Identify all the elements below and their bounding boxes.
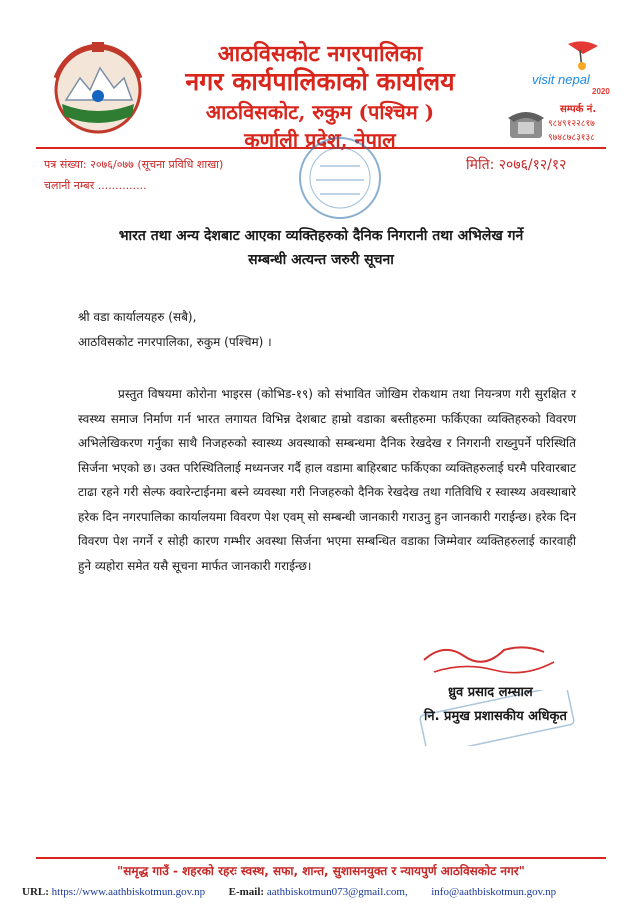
contact-phone-1: ९८४९१२२८१७ (548, 119, 595, 129)
notice-body: प्रस्तुत विषयमा कोरोना भाइरस (कोभिड-१९) को संभावित जोखिम रोकथाम तथा नियन्त्रण गरी सुरक्षित र स्वस्थ्य समाज निर्माण गर्न भारत लगायत विभिन्न देशबाट हाम्रो वडाका बस्तीहरुमा फर्किएका व्यक्तिहरुको विवरण अभिलेखिकरण गर्नुका साथै निजहरुको स्वास्थ्य अवस्थाको सम्बन्धमा दैनिक रेखदेख र निगरानी राख्नुपर्ने परिस्थिति सिर्जना भएको छ। उक्त परिस्थितिलाई मध्यनजर गर्दै हाल वडामा बाहिरबाट फर्किएका व्यक्तिहरुलाई घरमै परिवारबाट टाढा रहने गरी सेल्फ क्वारेन्टाईनमा बस्ने व्यवस्था गरी निजहरुको दैनिक रेखदेख तथा गतिविधि र स्वास्थ्य अवस्थाबारे हरेक दिन नगरपालिका कार्यालयमा विवरण पेश एवम् सो सम्बन्धी जानकारी गराउनु हुन जानकारी गराईन्छ। हरेक दिन विवरण पेश नगर्ने र सोही कारण गम्भीर अवस्था सिर्जना भएमा सम्बन्धित वडाका जिम्मेवार व्यक्तिहरुलाई कारवाही हुने व्यहोरा समेत यसै सूचना मार्फत जानकारी गराईन्छ। (78, 387, 576, 573)
subject-line-1: भारत तथा अन्य देशबाट आएका व्यक्तिहरुको दैनिक निगरानी तथा अभिलेख गर्ने (118, 228, 524, 244)
visit-nepal-2020-logo (528, 40, 628, 98)
reference-number: पत्र संख्या: २०७६/०७७ (सूचना प्रविधि शाखा) (44, 158, 224, 171)
office-name: नगर कार्यपालिकाको कार्यालय (185, 67, 455, 96)
visit-nepal-text: visit nepal (532, 72, 590, 87)
subject-line-2: सम्बन्धी अत्यन्त जरुरी सूचना (248, 252, 394, 268)
url-label: URL: (22, 886, 49, 898)
office-seal-stamp (294, 128, 386, 228)
visit-nepal-year: 2020 (592, 87, 610, 96)
email-link-2[interactable]: info@aathbiskotmun.gov.np (431, 886, 557, 898)
contact-phone-2: ९७४८७८३१३८ (548, 133, 595, 143)
office-address: आठविसकोट, रुकुम (पश्चिम ) (205, 100, 435, 124)
footer-divider (36, 857, 606, 859)
province-name: कर्णाली प्रदेश, नेपाल (244, 128, 396, 152)
addressee-line-2: आठविसकोट नगरपालिका, रुकुम (पश्चिम) । (78, 335, 272, 349)
email-label: E-mail: (228, 886, 265, 898)
footer-slogan: "समृद्ध गाउँ - शहरको रहरः स्वस्थ, सफा, शान्त, सुशासनयुक्त र न्यायपुर्ण आठविसकोट नगर" (117, 864, 525, 878)
signatory-title: नि. प्रमुख प्रशासकीय अधिकृत (424, 709, 567, 724)
dispatch-number: चलानी नम्बर .............. (44, 179, 147, 192)
letter-date: मिति: २०७६/१२/१२ (466, 157, 567, 173)
footer-contacts (22, 886, 622, 898)
municipality-name: आठविसकोट नगरपालिका (217, 41, 423, 67)
website-link[interactable]: https://www.aathbiskotmun.gov.np (51, 886, 206, 898)
contact-label: सम्पर्क नं. (560, 104, 597, 115)
addressee-line-1: श्री वडा कार्यालयहरु (सबै), (78, 310, 197, 324)
email-link-1[interactable]: aathbiskotmun073@gmail.com, (266, 886, 408, 898)
nepal-emblem-logo (48, 38, 148, 138)
signatory-name: ध्रुव प्रसाद लम्साल (448, 685, 533, 700)
telephone-icon (506, 108, 546, 140)
handwritten-signature (404, 632, 574, 684)
